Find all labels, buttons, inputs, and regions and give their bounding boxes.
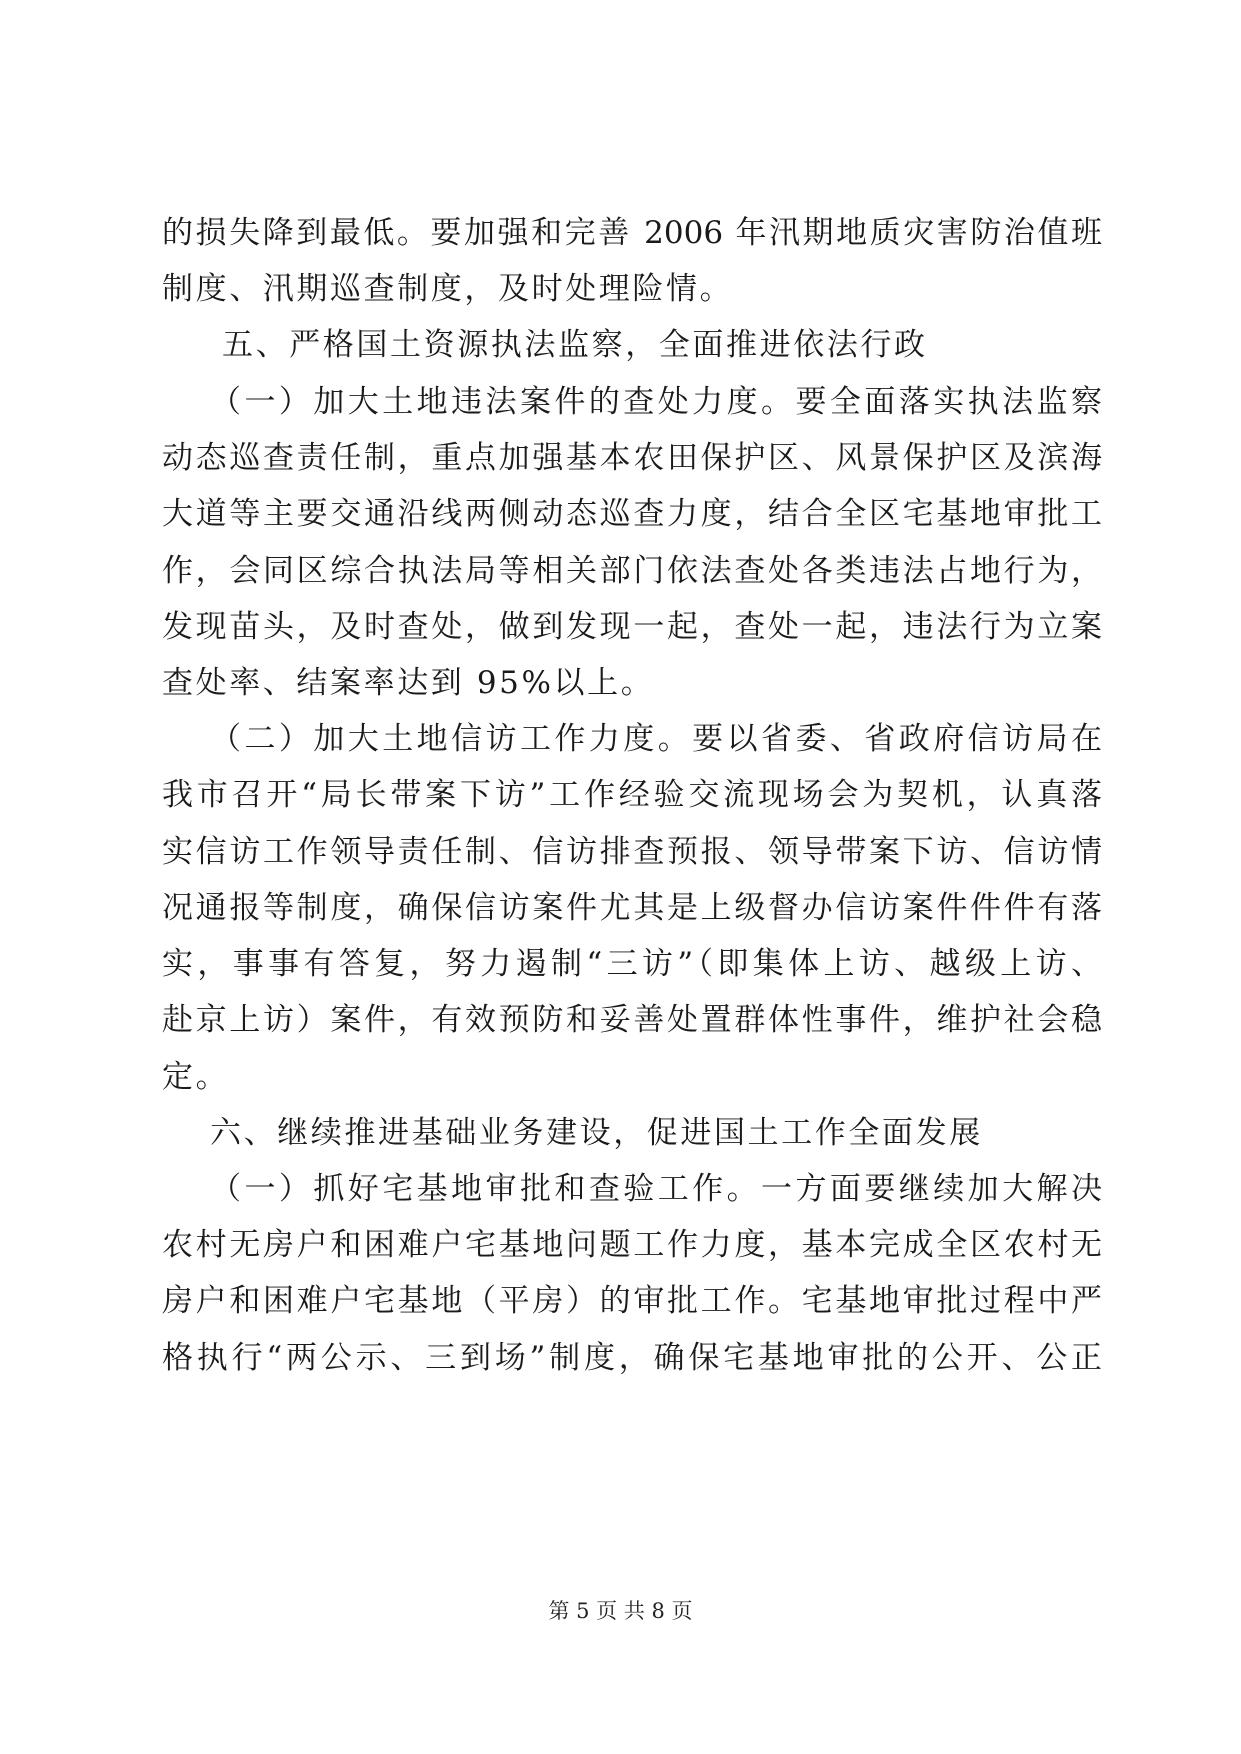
body-line: （一）抓好宅基地审批和查验工作。一方面要继续加大解决	[210, 1171, 1102, 1207]
body-line: 农村无房户和困难户宅基地问题工作力度，基本完成全区农村无	[162, 1227, 1102, 1263]
body-line: 作，会同区综合执法局等相关部门依法查处各类违法占地行为，	[162, 553, 1102, 589]
body-line: 格执行“两公示、三到场”制度，确保宅基地审批的公开、公正	[162, 1340, 1102, 1376]
body-line: 动态巡查责任制，重点加强基本农田保护区、风景保护区及滨海	[162, 440, 1102, 476]
body-line: 房户和困难户宅基地（平房）的审批工作。宅基地审批过程中严	[162, 1283, 1102, 1319]
body-line: 定。	[162, 1059, 230, 1095]
body-line: （一）加大土地违法案件的查处力度。要全面落实执法监察	[210, 384, 1102, 420]
body-line: 制度、汛期巡查制度，及时处理险情。	[162, 271, 734, 307]
body-line: 发现苗头，及时查处，做到发现一起，查处一起，违法行为立案	[162, 609, 1102, 645]
body-line: 实，事事有答复，努力遏制“三访”（即集体上访、越级上访、	[162, 946, 1102, 982]
body-line: 赴京上访）案件，有效预防和妥善处置群体性事件，维护社会稳	[162, 1002, 1102, 1038]
body-line: 实信访工作领导责任制、信访排查预报、领导带案下访、信访情	[162, 834, 1102, 870]
section-heading: 五、严格国土资源执法监察，全面推进依法行政	[222, 327, 928, 363]
page-number-footer: 第 5 页 共 8 页	[548, 1599, 693, 1623]
body-line: 大道等主要交通沿线两侧动态巡查力度，结合全区宅基地审批工	[162, 496, 1102, 532]
body-line: 况通报等制度，确保信访案件尤其是上级督办信访案件件件有落	[162, 890, 1102, 926]
body-line: 我市召开“局长带案下访”工作经验交流现场会为契机，认真落	[162, 777, 1102, 813]
body-line: 的损失降到最低。要加强和完善 2006 年汛期地质灾害防治值班	[162, 215, 1102, 251]
body-line: 查处率、结案率达到 95%以上。	[162, 665, 655, 701]
section-heading: 六、继续推进基础业务建设，促进国土工作全面发展	[210, 1115, 983, 1151]
body-line: （二）加大土地信访工作力度。要以省委、省政府信访局在	[210, 721, 1102, 757]
